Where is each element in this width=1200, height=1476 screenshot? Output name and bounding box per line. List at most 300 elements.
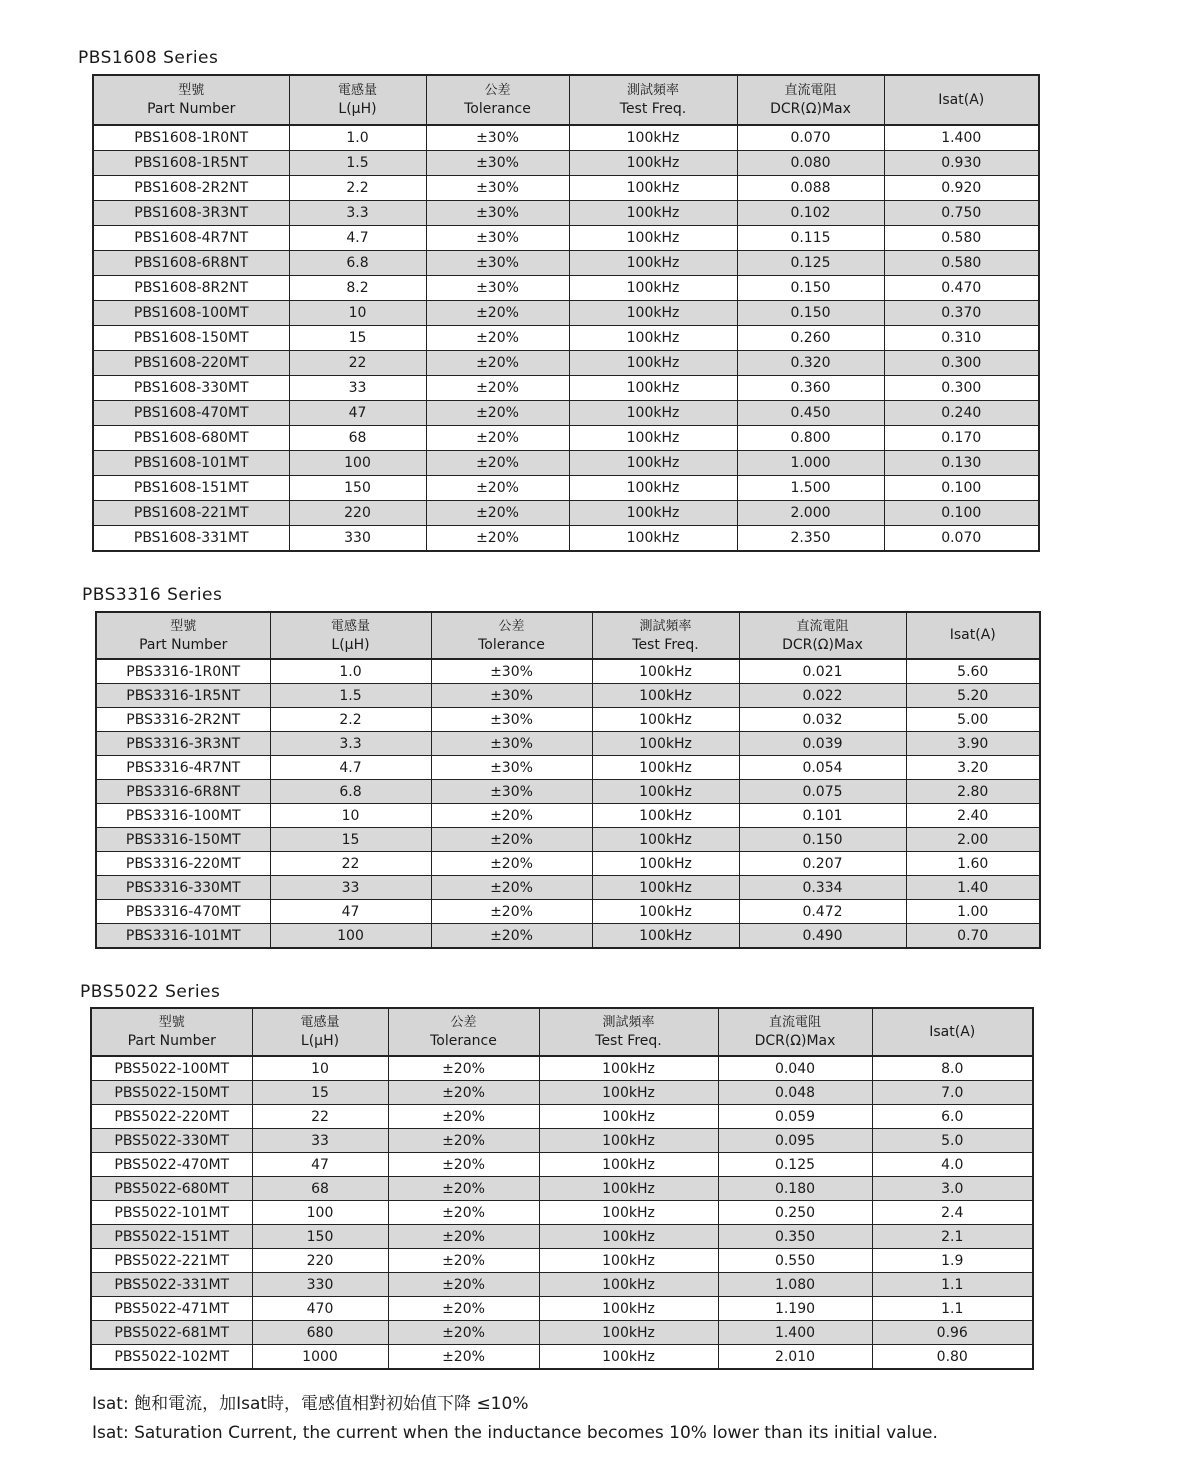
table-header-row	[96, 612, 1040, 659]
table-row	[93, 451, 1039, 476]
table-row	[96, 876, 1040, 900]
tolerance-header-zh: 公差	[498, 618, 525, 634]
test-freq-header	[539, 1008, 718, 1056]
isat-cell: 5.20	[906, 684, 1040, 708]
test-freq-cell: 100kHz	[539, 1273, 718, 1297]
isat-cell: 0.070	[884, 526, 1039, 552]
part-number-cell: PBS5022-471MT	[91, 1297, 252, 1321]
part-number-cell: PBS1608-220MT	[93, 351, 289, 376]
table-row	[93, 526, 1039, 552]
part-number-header-zh: 型號	[170, 618, 197, 634]
part-number-header-en: Part Number	[147, 101, 236, 117]
inductance-header-en: L(μH)	[338, 101, 377, 117]
inductance-cell: 33	[270, 876, 431, 900]
part-number-cell: PBS1608-2R2NT	[93, 176, 289, 201]
inductance-cell: 100	[270, 924, 431, 949]
table-row	[96, 659, 1040, 684]
inductance-cell: 1.0	[289, 125, 426, 151]
test-freq-header	[569, 75, 737, 125]
dcr-cell: 0.350	[718, 1225, 872, 1249]
tolerance-cell: ±20%	[388, 1201, 539, 1225]
test-freq-cell: 100kHz	[592, 828, 739, 852]
part-number-cell: PBS3316-4R7NT	[96, 756, 270, 780]
part-number-cell: PBS3316-1R5NT	[96, 684, 270, 708]
test-freq-cell: 100kHz	[539, 1321, 718, 1345]
dcr-header-en: DCR(Ω)Max	[782, 636, 863, 653]
isat-cell: 0.920	[884, 176, 1039, 201]
tolerance-cell: ±30%	[426, 176, 569, 201]
table-row	[91, 1105, 1033, 1129]
table-row	[96, 708, 1040, 732]
isat-cell: 6.0	[872, 1105, 1033, 1129]
inductance-cell: 4.7	[270, 756, 431, 780]
test-freq-cell: 100kHz	[592, 852, 739, 876]
inductance-cell: 47	[289, 401, 426, 426]
inductance-cell: 1.5	[270, 684, 431, 708]
tolerance-cell: ±30%	[431, 684, 592, 708]
test-freq-cell: 100kHz	[539, 1153, 718, 1177]
isat-cell: 2.40	[906, 804, 1040, 828]
inductance-header-en: L(μH)	[331, 636, 370, 653]
inductance-cell: 330	[252, 1273, 388, 1297]
isat-cell: 5.00	[906, 708, 1040, 732]
table-row	[91, 1249, 1033, 1273]
table-row	[91, 1225, 1033, 1249]
table-header-row	[93, 75, 1039, 125]
inductance-cell: 15	[270, 828, 431, 852]
dcr-cell: 0.022	[739, 684, 906, 708]
part-number-cell: PBS1608-150MT	[93, 326, 289, 351]
table-row	[96, 684, 1040, 708]
test-freq-cell: 100kHz	[592, 684, 739, 708]
test-freq-cell: 100kHz	[539, 1081, 718, 1105]
isat-cell: 0.580	[884, 251, 1039, 276]
test-freq-cell: 100kHz	[569, 476, 737, 501]
inductance-cell: 2.2	[270, 708, 431, 732]
inductance-cell: 15	[252, 1081, 388, 1105]
inductance-cell: 330	[289, 526, 426, 552]
isat-cell: 0.310	[884, 326, 1039, 351]
tolerance-cell: ±20%	[426, 526, 569, 552]
note-zh: Isat: 飽和電流，加Isat時，電感值相對初始值下降 ≤10%	[92, 1394, 529, 1414]
part-number-cell: PBS3316-330MT	[96, 876, 270, 900]
table-row	[93, 251, 1039, 276]
part-number-cell: PBS3316-2R2NT	[96, 708, 270, 732]
dcr-cell: 0.320	[737, 351, 884, 376]
dcr-cell: 0.260	[737, 326, 884, 351]
inductance-header-zh: 電感量	[330, 618, 370, 634]
tolerance-header	[431, 612, 592, 659]
table-row	[91, 1201, 1033, 1225]
part-number-header-en: Part Number	[139, 636, 228, 653]
table-row	[91, 1273, 1033, 1297]
inductance-cell: 220	[252, 1249, 388, 1273]
tolerance-cell: ±30%	[431, 659, 592, 684]
tolerance-header-en: Tolerance	[478, 636, 545, 653]
tolerance-header	[426, 75, 569, 125]
tolerance-cell: ±20%	[431, 828, 592, 852]
part-number-cell: PBS5022-220MT	[91, 1105, 252, 1129]
table-row	[96, 852, 1040, 876]
part-number-cell: PBS5022-151MT	[91, 1225, 252, 1249]
tolerance-header-zh: 公差	[484, 83, 511, 98]
part-number-cell: PBS1608-1R0NT	[93, 125, 289, 151]
inductance-cell: 150	[252, 1225, 388, 1249]
dcr-cell: 0.250	[718, 1201, 872, 1225]
part-number-cell: PBS5022-101MT	[91, 1201, 252, 1225]
isat-cell: 0.70	[906, 924, 1040, 949]
isat-cell: 7.0	[872, 1081, 1033, 1105]
isat-cell: 0.96	[872, 1321, 1033, 1345]
tolerance-cell: ±20%	[388, 1056, 539, 1081]
dcr-cell: 0.800	[737, 426, 884, 451]
part-number-cell: PBS3316-1R0NT	[96, 659, 270, 684]
test-freq-cell: 100kHz	[569, 176, 737, 201]
tolerance-cell: ±30%	[426, 276, 569, 301]
dcr-cell: 0.032	[739, 708, 906, 732]
part-number-cell: PBS3316-470MT	[96, 900, 270, 924]
table-row	[93, 176, 1039, 201]
isat-cell: 1.00	[906, 900, 1040, 924]
test-freq-cell: 100kHz	[539, 1249, 718, 1273]
dcr-cell: 0.088	[737, 176, 884, 201]
isat-cell: 1.1	[872, 1297, 1033, 1321]
part-number-cell: PBS1608-470MT	[93, 401, 289, 426]
inductance-header	[289, 75, 426, 125]
inductance-header	[252, 1008, 388, 1056]
dcr-cell: 0.150	[737, 276, 884, 301]
tolerance-header-en: Tolerance	[464, 101, 531, 117]
tolerance-cell: ±20%	[426, 426, 569, 451]
table-row	[96, 924, 1040, 949]
inductance-cell: 68	[289, 426, 426, 451]
test-freq-cell: 100kHz	[569, 351, 737, 376]
test-freq-cell: 100kHz	[592, 900, 739, 924]
dcr-cell: 0.207	[739, 852, 906, 876]
tolerance-cell: ±20%	[431, 924, 592, 949]
table-row	[93, 276, 1039, 301]
inductance-cell: 33	[289, 376, 426, 401]
tolerance-cell: ±30%	[426, 125, 569, 151]
part-number-cell: PBS1608-8R2NT	[93, 276, 289, 301]
isat-header: Isat(A)	[884, 75, 1039, 125]
footnotes	[92, 1390, 938, 1448]
test-freq-cell: 100kHz	[592, 804, 739, 828]
test-freq-header-zh: 測試頻率	[626, 83, 679, 98]
isat-cell: 1.1	[872, 1273, 1033, 1297]
spec-table-pbs5022	[90, 1007, 1034, 1370]
part-number-cell: PBS3316-100MT	[96, 804, 270, 828]
tolerance-cell: ±30%	[426, 201, 569, 226]
tolerance-cell: ±20%	[431, 804, 592, 828]
inductance-cell: 10	[289, 301, 426, 326]
inductance-cell: 47	[270, 900, 431, 924]
tolerance-cell: ±20%	[426, 301, 569, 326]
tolerance-cell: ±20%	[388, 1177, 539, 1201]
test-freq-cell: 100kHz	[569, 226, 737, 251]
inductance-cell: 10	[270, 804, 431, 828]
part-number-cell: PBS5022-221MT	[91, 1249, 252, 1273]
series-title-pbs5022: PBS5022 Series	[80, 982, 221, 1002]
isat-cell: 3.20	[906, 756, 1040, 780]
dcr-header-zh: 直流電阻	[784, 83, 837, 98]
inductance-header-zh: 電感量	[337, 83, 377, 98]
table-row	[93, 501, 1039, 526]
inductance-cell: 680	[252, 1321, 388, 1345]
part-number-cell: PBS5022-681MT	[91, 1321, 252, 1345]
tolerance-cell: ±30%	[431, 780, 592, 804]
dcr-cell: 0.150	[737, 301, 884, 326]
part-number-cell: PBS3316-150MT	[96, 828, 270, 852]
part-number-cell: PBS1608-6R8NT	[93, 251, 289, 276]
dcr-cell: 0.334	[739, 876, 906, 900]
tolerance-cell: ±30%	[426, 151, 569, 176]
part-number-cell: PBS1608-3R3NT	[93, 201, 289, 226]
tolerance-cell: ±20%	[431, 876, 592, 900]
table-row	[93, 125, 1039, 151]
dcr-cell: 1.000	[737, 451, 884, 476]
tolerance-cell: ±30%	[431, 732, 592, 756]
tolerance-cell: ±30%	[431, 756, 592, 780]
dcr-cell: 0.095	[718, 1129, 872, 1153]
inductance-cell: 1.0	[270, 659, 431, 684]
tolerance-cell: ±20%	[426, 326, 569, 351]
dcr-header	[739, 612, 906, 659]
test-freq-cell: 100kHz	[592, 756, 739, 780]
part-number-cell: PBS1608-4R7NT	[93, 226, 289, 251]
tolerance-cell: ±20%	[426, 451, 569, 476]
isat-cell: 0.470	[884, 276, 1039, 301]
test-freq-cell: 100kHz	[592, 876, 739, 900]
test-freq-cell: 100kHz	[569, 151, 737, 176]
isat-cell: 5.60	[906, 659, 1040, 684]
part-number-cell: PBS1608-100MT	[93, 301, 289, 326]
tolerance-cell: ±20%	[388, 1321, 539, 1345]
dcr-cell: 0.102	[737, 201, 884, 226]
isat-cell: 0.240	[884, 401, 1039, 426]
table-row	[96, 780, 1040, 804]
table-row	[96, 732, 1040, 756]
isat-cell: 3.90	[906, 732, 1040, 756]
dcr-cell: 0.125	[737, 251, 884, 276]
isat-cell: 0.80	[872, 1345, 1033, 1370]
part-number-cell: PBS1608-221MT	[93, 501, 289, 526]
test-freq-header-zh: 測試頻率	[602, 1015, 655, 1030]
part-number-cell: PBS1608-680MT	[93, 426, 289, 451]
dcr-cell: 0.150	[739, 828, 906, 852]
dcr-cell: 1.400	[718, 1321, 872, 1345]
isat-cell: 2.1	[872, 1225, 1033, 1249]
inductance-cell: 1000	[252, 1345, 388, 1370]
isat-cell: 1.40	[906, 876, 1040, 900]
tolerance-cell: ±20%	[388, 1345, 539, 1370]
tolerance-cell: ±20%	[426, 376, 569, 401]
table-row	[93, 201, 1039, 226]
part-number-header	[96, 612, 270, 659]
inductance-cell: 22	[252, 1105, 388, 1129]
part-number-cell: PBS1608-151MT	[93, 476, 289, 501]
tolerance-header	[388, 1008, 539, 1056]
inductance-cell: 47	[252, 1153, 388, 1177]
table-row	[96, 900, 1040, 924]
inductance-header-zh: 電感量	[300, 1015, 340, 1030]
isat-cell: 0.100	[884, 476, 1039, 501]
tolerance-cell: ±20%	[426, 351, 569, 376]
table-row	[91, 1321, 1033, 1345]
tolerance-cell: ±20%	[426, 476, 569, 501]
tolerance-cell: ±30%	[426, 226, 569, 251]
tolerance-cell: ±20%	[388, 1249, 539, 1273]
test-freq-cell: 100kHz	[569, 376, 737, 401]
dcr-cell: 0.054	[739, 756, 906, 780]
test-freq-cell: 100kHz	[539, 1105, 718, 1129]
dcr-cell: 0.472	[739, 900, 906, 924]
dcr-cell: 2.000	[737, 501, 884, 526]
table-row	[96, 756, 1040, 780]
inductance-cell: 1.5	[289, 151, 426, 176]
dcr-cell: 0.070	[737, 125, 884, 151]
inductance-cell: 2.2	[289, 176, 426, 201]
inductance-cell: 3.3	[270, 732, 431, 756]
tolerance-cell: ±20%	[388, 1153, 539, 1177]
dcr-cell: 2.350	[737, 526, 884, 552]
table-row	[93, 351, 1039, 376]
isat-cell: 2.4	[872, 1201, 1033, 1225]
dcr-cell: 0.180	[718, 1177, 872, 1201]
isat-cell: 0.300	[884, 351, 1039, 376]
isat-cell: 2.80	[906, 780, 1040, 804]
table-row	[93, 151, 1039, 176]
part-number-header	[93, 75, 289, 125]
dcr-header-en: DCR(Ω)Max	[754, 1033, 836, 1049]
isat-cell: 0.370	[884, 301, 1039, 326]
table-row	[93, 326, 1039, 351]
table-row	[93, 301, 1039, 326]
test-freq-cell: 100kHz	[592, 732, 739, 756]
inductance-cell: 100	[252, 1201, 388, 1225]
inductance-cell: 4.7	[289, 226, 426, 251]
dcr-cell: 2.010	[718, 1345, 872, 1370]
test-freq-cell: 100kHz	[592, 708, 739, 732]
part-number-cell: PBS5022-102MT	[91, 1345, 252, 1370]
dcr-header	[718, 1008, 872, 1056]
inductance-cell: 100	[289, 451, 426, 476]
series-title-pbs1608: PBS1608 Series	[78, 48, 219, 68]
dcr-cell: 0.550	[718, 1249, 872, 1273]
table-row	[91, 1345, 1033, 1370]
inductance-cell: 6.8	[289, 251, 426, 276]
tolerance-cell: ±20%	[388, 1081, 539, 1105]
isat-cell: 0.300	[884, 376, 1039, 401]
test-freq-cell: 100kHz	[539, 1225, 718, 1249]
inductance-cell: 10	[252, 1056, 388, 1081]
inductance-cell: 3.3	[289, 201, 426, 226]
test-freq-cell: 100kHz	[539, 1177, 718, 1201]
table-row	[93, 226, 1039, 251]
inductance-cell: 6.8	[270, 780, 431, 804]
tolerance-cell: ±20%	[431, 900, 592, 924]
tolerance-header-en: Tolerance	[430, 1033, 497, 1049]
dcr-cell: 1.080	[718, 1273, 872, 1297]
isat-cell: 1.9	[872, 1249, 1033, 1273]
test-freq-cell: 100kHz	[539, 1056, 718, 1081]
test-freq-cell: 100kHz	[569, 201, 737, 226]
part-number-cell: PBS5022-470MT	[91, 1153, 252, 1177]
tolerance-cell: ±30%	[431, 708, 592, 732]
dcr-cell: 0.360	[737, 376, 884, 401]
tolerance-cell: ±20%	[388, 1297, 539, 1321]
isat-cell: 4.0	[872, 1153, 1033, 1177]
spec-table-pbs1608	[92, 74, 1040, 552]
tolerance-cell: ±20%	[388, 1129, 539, 1153]
inductance-cell: 8.2	[289, 276, 426, 301]
isat-cell: 0.580	[884, 226, 1039, 251]
table-row	[93, 401, 1039, 426]
test-freq-cell: 100kHz	[592, 924, 739, 949]
part-number-cell: PBS1608-101MT	[93, 451, 289, 476]
test-freq-cell: 100kHz	[569, 251, 737, 276]
test-freq-cell: 100kHz	[569, 426, 737, 451]
table-row	[91, 1081, 1033, 1105]
inductance-cell: 68	[252, 1177, 388, 1201]
test-freq-cell: 100kHz	[592, 659, 739, 684]
test-freq-cell: 100kHz	[539, 1297, 718, 1321]
test-freq-header	[592, 612, 739, 659]
part-number-cell: PBS5022-150MT	[91, 1081, 252, 1105]
dcr-header-zh: 直流電阻	[796, 618, 849, 634]
tolerance-cell: ±30%	[426, 251, 569, 276]
part-number-cell: PBS3316-3R3NT	[96, 732, 270, 756]
tolerance-header-zh: 公差	[450, 1015, 477, 1030]
table-row	[91, 1056, 1033, 1081]
part-number-cell: PBS3316-6R8NT	[96, 780, 270, 804]
table-row	[93, 376, 1039, 401]
part-number-cell: PBS1608-331MT	[93, 526, 289, 552]
inductance-cell: 150	[289, 476, 426, 501]
part-number-cell: PBS5022-680MT	[91, 1177, 252, 1201]
isat-cell: 5.0	[872, 1129, 1033, 1153]
inductance-cell: 33	[252, 1129, 388, 1153]
table-row	[96, 804, 1040, 828]
isat-cell: 0.130	[884, 451, 1039, 476]
part-number-cell: PBS3316-101MT	[96, 924, 270, 949]
test-freq-cell: 100kHz	[569, 401, 737, 426]
tolerance-cell: ±20%	[388, 1105, 539, 1129]
inductance-cell: 470	[252, 1297, 388, 1321]
dcr-cell: 0.039	[739, 732, 906, 756]
test-freq-cell: 100kHz	[569, 451, 737, 476]
test-freq-cell: 100kHz	[592, 780, 739, 804]
test-freq-cell: 100kHz	[539, 1129, 718, 1153]
tolerance-cell: ±20%	[388, 1273, 539, 1297]
test-freq-cell: 100kHz	[539, 1201, 718, 1225]
dcr-cell: 0.490	[739, 924, 906, 949]
part-number-cell: PBS5022-330MT	[91, 1129, 252, 1153]
test-freq-cell: 100kHz	[539, 1345, 718, 1370]
spec-table-pbs3316	[95, 611, 1041, 949]
test-freq-cell: 100kHz	[569, 125, 737, 151]
inductance-header	[270, 612, 431, 659]
isat-cell: 3.0	[872, 1177, 1033, 1201]
test-freq-header-en: Test Freq.	[619, 101, 687, 117]
test-freq-cell: 100kHz	[569, 301, 737, 326]
dcr-cell: 0.101	[739, 804, 906, 828]
test-freq-cell: 100kHz	[569, 276, 737, 301]
inductance-cell: 22	[270, 852, 431, 876]
isat-cell: 2.00	[906, 828, 1040, 852]
table-row	[96, 828, 1040, 852]
dcr-cell: 0.125	[718, 1153, 872, 1177]
